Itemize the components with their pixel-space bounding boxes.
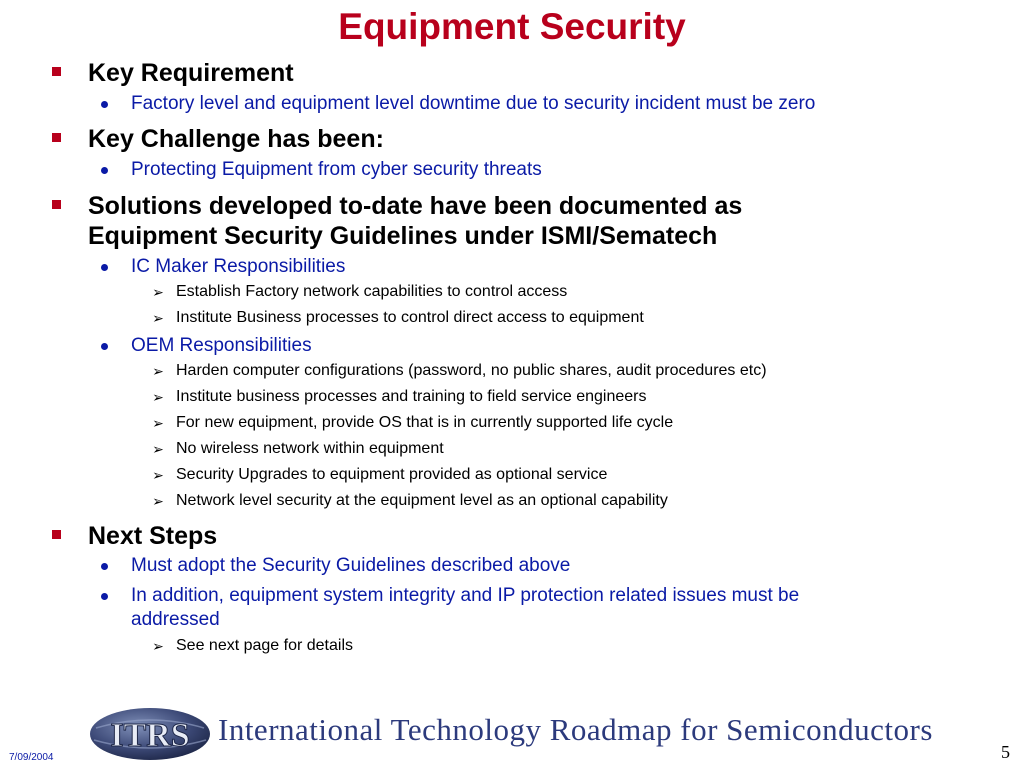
footer-date: 7/09/2004 — [9, 752, 54, 763]
round-bullet-icon — [101, 101, 108, 108]
bullet-item: IC Maker Responsibilities — [48, 255, 998, 279]
square-bullet-icon — [52, 200, 61, 209]
sub-bullet-item: ➢ Security Upgrades to equipment provided as optional service — [152, 466, 608, 483]
round-bullet-icon — [101, 167, 108, 174]
arrow-bullet-icon: ➢ — [152, 467, 164, 483]
bullet-item: OEM Responsibilities — [48, 334, 998, 358]
sub-bullet-item: ➢ Harden computer configurations (password, no public shares, audit procedures etc) — [152, 362, 767, 379]
square-bullet-icon — [52, 67, 61, 76]
arrow-bullet-icon: ➢ — [152, 310, 164, 326]
sub-bullet-item: ➢ Network level security at the equipment level as an optional capability — [152, 492, 668, 509]
slide-content — [48, 58, 998, 656]
round-bullet-icon — [101, 563, 108, 570]
arrow-bullet-icon: ➢ — [152, 415, 164, 431]
arrow-bullet-icon: ➢ — [152, 441, 164, 457]
bullet-item: Protecting Equipment from cyber security threats — [48, 158, 998, 182]
arrow-bullet-icon: ➢ — [152, 284, 164, 300]
footer-banner: International Technology Roadmap for Semiconductors — [218, 712, 933, 747]
logo-text: ITRS — [110, 717, 190, 754]
arrow-bullet-icon: ➢ — [152, 638, 164, 654]
sub-bullet-item: ➢ For new equipment, provide OS that is in currently supported life cycle — [152, 414, 674, 431]
arrow-bullet-icon: ➢ — [152, 493, 164, 509]
sub-bullet-item: ➢ Establish Factory network capabilities to control access — [152, 283, 568, 300]
round-bullet-icon — [101, 593, 108, 600]
bullet-item: In addition, equipment system integrity and IP protection related issues must be addressed — [48, 584, 998, 632]
section-heading: Solutions developed to-date have been documented as Equipment Security Guidelines under ISMI/Sematech — [48, 191, 998, 251]
section-heading: Key Challenge has been: — [48, 124, 998, 154]
section-heading: Next Steps — [48, 521, 998, 551]
sub-bullet-item: ➢ Institute Business processes to control direct access to equipment — [152, 309, 644, 326]
round-bullet-icon — [101, 343, 108, 350]
round-bullet-icon — [101, 264, 108, 271]
itrs-logo — [86, 704, 214, 767]
arrow-bullet-icon: ➢ — [152, 389, 164, 405]
square-bullet-icon — [52, 530, 61, 539]
bullet-item: Must adopt the Security Guidelines described above — [48, 554, 998, 578]
square-bullet-icon — [52, 133, 61, 142]
bullet-item: Factory level and equipment level downtime due to security incident must be zero — [48, 92, 998, 116]
sub-bullet-item: ➢ Institute business processes and training to field service engineers — [152, 388, 647, 405]
arrow-bullet-icon: ➢ — [152, 363, 164, 379]
section-heading: Key Requirement — [48, 58, 998, 88]
page-number: 5 — [1001, 742, 1010, 762]
sub-bullet-item: ➢ See next page for details — [152, 637, 354, 654]
sub-bullet-item: ➢ No wireless network within equipment — [152, 440, 444, 457]
slide-title: Equipment Security — [338, 6, 686, 47]
